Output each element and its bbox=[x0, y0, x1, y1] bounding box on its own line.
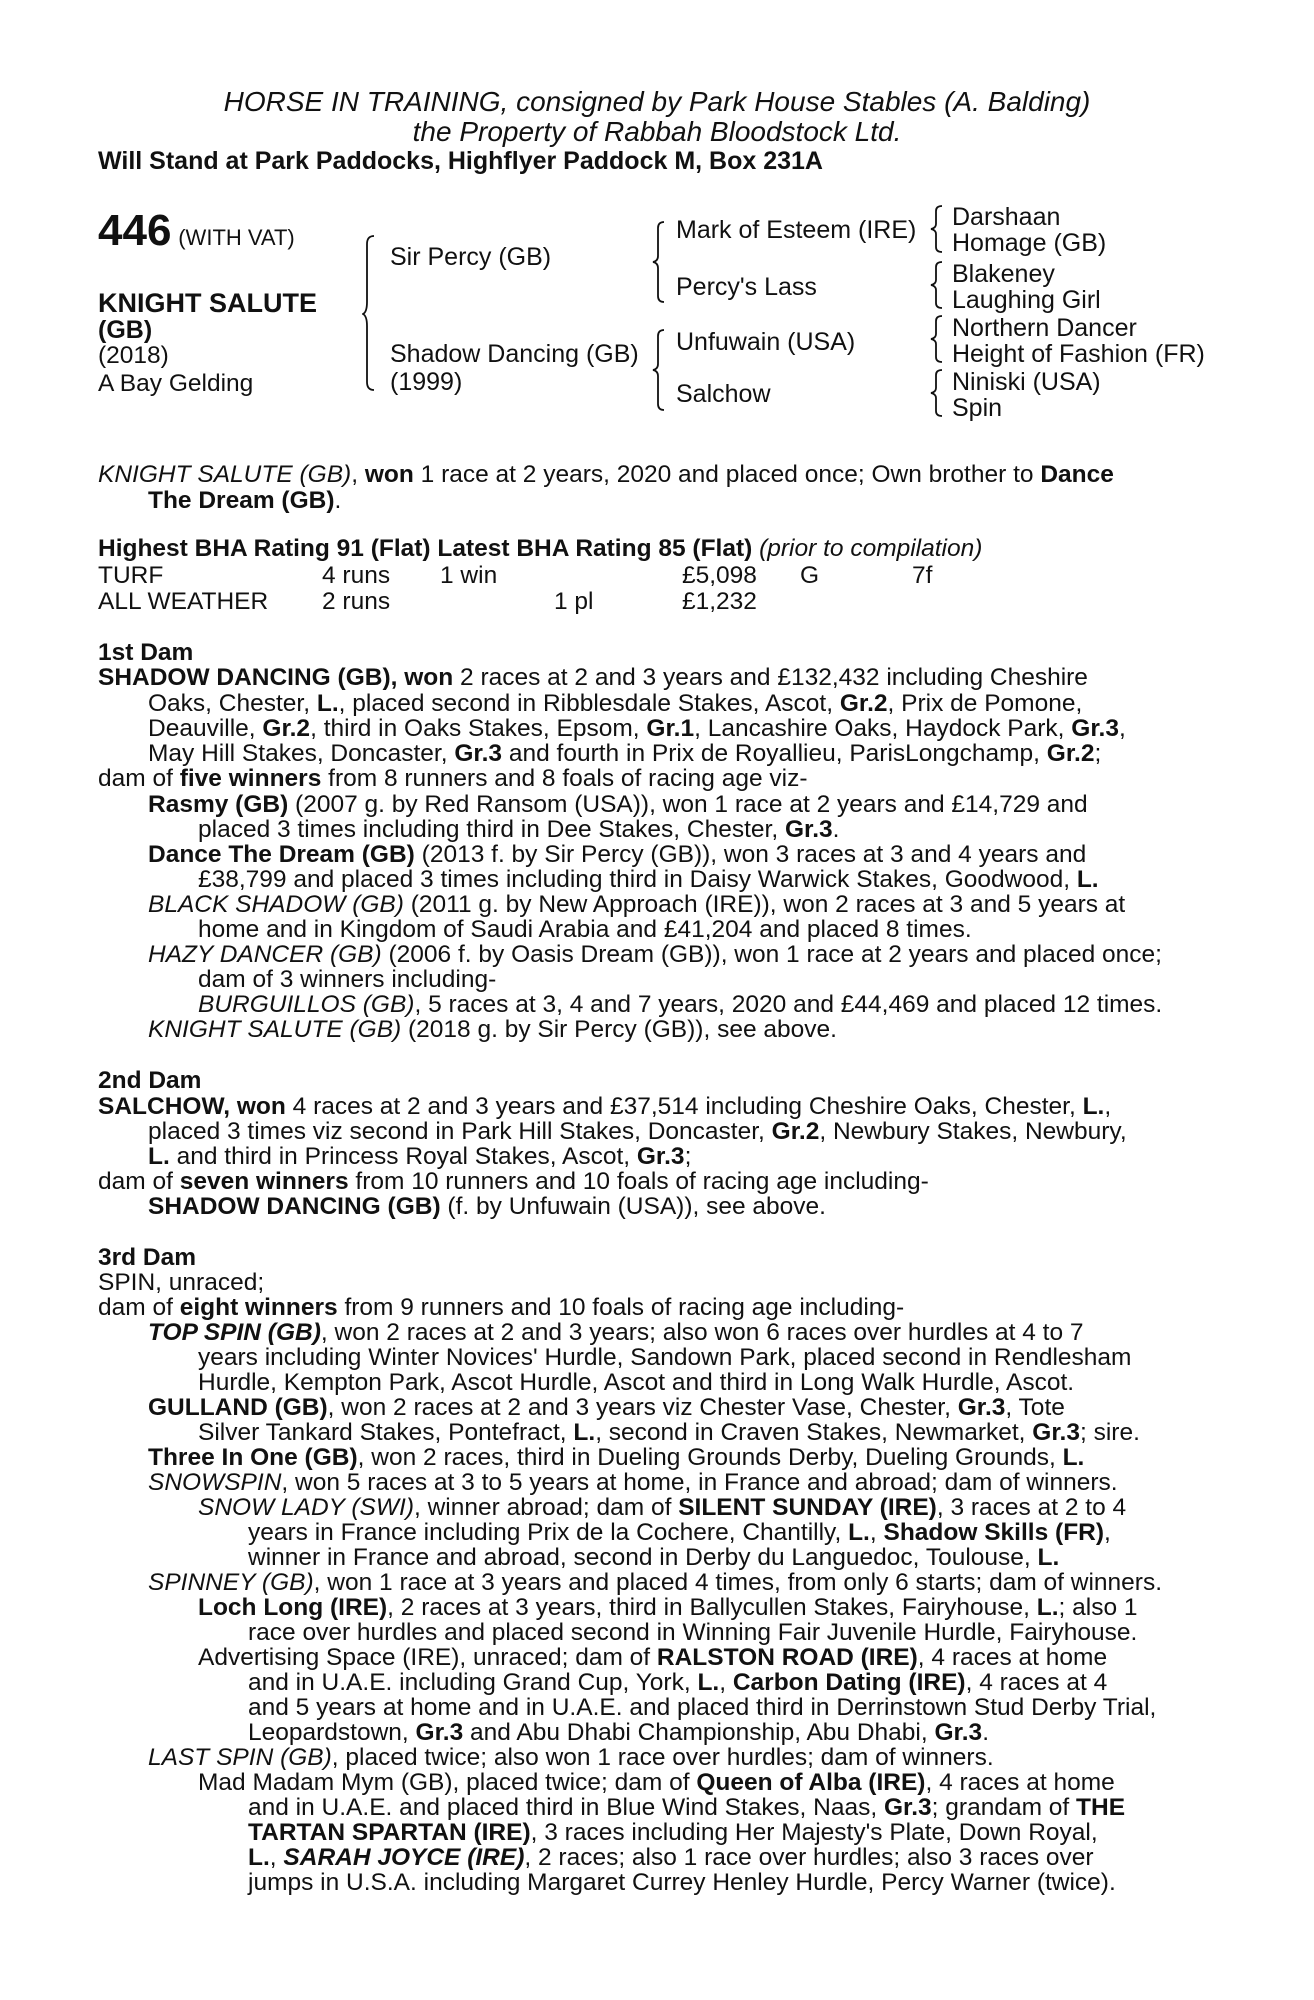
dam3-line: GULLAND (GB), won 2 races at 2 and 3 years viz Chester Vase, Chester, Gr.3, Tote bbox=[148, 1394, 1065, 1421]
pedigree-sds: Blakeney bbox=[952, 260, 1055, 288]
turf-runs: 4 runs bbox=[322, 562, 391, 589]
dam2-line: placed 3 times viz second in Park Hill Stakes, Doncaster, Gr.2, Newbury Stakes, Newbury, bbox=[148, 1118, 1127, 1145]
dam1-line: BLACK SHADOW (GB) (2011 g. by New Approach (IRE)), won 2 races at 3 and 5 years at bbox=[148, 891, 1126, 918]
horse-origin: (GB) bbox=[98, 316, 153, 344]
pedigree-ssd: Homage (GB) bbox=[952, 229, 1107, 257]
pedigree-dsd: Height of Fashion (FR) bbox=[952, 340, 1205, 368]
dam2-line: SHADOW DANCING (GB) (f. by Unfuwain (USA)), see above. bbox=[148, 1193, 826, 1220]
dam1-line: Deauville, Gr.2, third in Oaks Stakes, Epsom, Gr.1, Lancashire Oaks, Haydock Park, Gr.3, bbox=[148, 715, 1126, 742]
pedigree-sdd: Laughing Girl bbox=[952, 286, 1101, 314]
dam3-line: SPIN, unraced; bbox=[98, 1269, 265, 1296]
dam3-line: Mad Madam Mym (GB), placed twice; dam of Queen of Alba (IRE), 4 races at home bbox=[198, 1769, 1115, 1796]
pedigree-dam: Shadow Dancing (GB) bbox=[390, 340, 639, 368]
dam3-line: Loch Long (IRE), 2 races at 3 years, third in Ballycullen Stakes, Fairyhouse, L.; also 1 bbox=[198, 1594, 1138, 1621]
dam3-line: Silver Tankard Stakes, Pontefract, L., second in Craven Stakes, Newmarket, Gr.3; sire. bbox=[198, 1419, 1140, 1446]
pedigree-dss: Northern Dancer bbox=[952, 314, 1137, 342]
property-line: the Property of Rabbah Bloodstock Ltd. bbox=[412, 116, 902, 147]
pedigree-brace-sd bbox=[930, 260, 944, 310]
ratings-title: Highest BHA Rating 91 (Flat) Latest BHA Rating 85 (Flat) (prior to compilation) bbox=[98, 535, 983, 562]
dam3-line: Advertising Space (IRE), unraced; dam of RALSTON ROAD (IRE), 4 races at home bbox=[198, 1644, 1108, 1671]
dam3-line: TARTAN SPARTAN (IRE), 3 races including Her Majesty's Plate, Down Royal, bbox=[248, 1819, 1098, 1846]
dam2-line: dam of seven winners from 10 runners and 10 foals of racing age including- bbox=[98, 1168, 929, 1195]
vat-label: (WITH VAT) bbox=[178, 225, 295, 250]
dam1-line: dam of five winners from 8 runners and 8 foals of racing age viz- bbox=[98, 765, 808, 792]
pedigree-sire-sire: Mark of Esteem (IRE) bbox=[676, 216, 917, 244]
pedigree-brace-main bbox=[362, 234, 376, 392]
stabling-line: Will Stand at Park Paddocks, Highflyer Paddock M, Box 231A bbox=[98, 147, 823, 175]
turf-label: TURF bbox=[98, 562, 164, 589]
dam2-heading: 2nd Dam bbox=[98, 1067, 202, 1094]
pedigree-brace-dam bbox=[652, 328, 666, 412]
lot-number-block bbox=[98, 206, 295, 256]
aw-placed: 1 pl bbox=[554, 588, 594, 615]
dam3-line: years including Winter Novices' Hurdle, Sandown Park, placed second in Rendlesham bbox=[198, 1344, 1132, 1371]
dam3-line: SPINNEY (GB), won 1 race at 3 years and placed 4 times, from only 6 starts; dam of winners. bbox=[148, 1569, 1163, 1596]
turf-going: G bbox=[800, 562, 820, 589]
pedigree-sire-dam: Percy's Lass bbox=[676, 273, 817, 301]
dam3-line: L., SARAH JOYCE (IRE), 2 races; also 1 race over hurdles; also 3 races over bbox=[248, 1844, 1094, 1871]
pedigree-dam-year: (1999) bbox=[390, 368, 463, 396]
dam3-line: and in U.A.E. and placed third in Blue Wind Stakes, Naas, Gr.3; grandam of THE bbox=[248, 1794, 1126, 1821]
dam1-line: KNIGHT SALUTE (GB) (2018 g. by Sir Percy (GB)), see above. bbox=[148, 1016, 837, 1043]
dam3-line: race over hurdles and placed second in Winning Fair Juvenile Hurdle, Fairyhouse. bbox=[248, 1619, 1138, 1646]
pedigree-dam-dam: Salchow bbox=[676, 380, 771, 408]
pedigree-brace-ds bbox=[930, 314, 944, 364]
dam3-line: TOP SPIN (GB), won 2 races at 2 and 3 years; also won 6 races over hurdles at 4 to 7 bbox=[148, 1319, 1084, 1346]
pedigree-sss: Darshaan bbox=[952, 203, 1061, 231]
dam3-line: jumps in U.S.A. including Margaret Currey Henley Hurdle, Percy Warner (twice). bbox=[248, 1869, 1116, 1896]
pedigree-brace-ss bbox=[930, 204, 944, 254]
dam1-line: dam of 3 winners including- bbox=[198, 966, 497, 993]
dam3-line: and 5 years at home and in U.A.E. and placed third in Derrinstown Stud Derby Trial, bbox=[248, 1694, 1157, 1721]
summary-line-2: The Dream (GB). bbox=[148, 487, 342, 514]
pedigree-ddd: Spin bbox=[952, 394, 1003, 422]
dam3-line: SNOW LADY (SWI), winner abroad; dam of SILENT SUNDAY (IRE), 3 races at 2 to 4 bbox=[198, 1494, 1127, 1521]
aw-prize: £1,232 bbox=[682, 588, 757, 615]
horse-name: KNIGHT SALUTE bbox=[98, 288, 317, 318]
dam3-heading: 3rd Dam bbox=[98, 1244, 197, 1271]
dam1-line: Dance The Dream (GB) (2013 f. by Sir Percy (GB)), won 3 races at 3 and 4 years and bbox=[148, 841, 1087, 868]
dam1-heading: 1st Dam bbox=[98, 639, 194, 666]
dam3-line: winner in France and abroad, second in Derby du Languedoc, Toulouse, L. bbox=[248, 1544, 1060, 1571]
dam3-line: SNOWSPIN, won 5 races at 3 to 5 years at home, in France and abroad; dam of winners. bbox=[148, 1469, 1118, 1496]
pedigree-brace-sire bbox=[652, 220, 666, 304]
dam1-line: HAZY DANCER (GB) (2006 f. by Oasis Dream (GB)), won 1 race at 2 years and placed once; bbox=[148, 941, 1162, 968]
turf-prize: £5,098 bbox=[682, 562, 757, 589]
dam3-line: and in U.A.E. including Grand Cup, York, L., Carbon Dating (IRE), 4 races at 4 bbox=[248, 1669, 1108, 1696]
dam3-line: LAST SPIN (GB), placed twice; also won 1 race over hurdles; dam of winners. bbox=[148, 1744, 994, 1771]
dam3-line: years in France including Prix de la Cochere, Chantilly, L., Shadow Skills (FR), bbox=[248, 1519, 1111, 1546]
dam1-line: Rasmy (GB) (2007 g. by Red Ransom (USA)), won 1 race at 2 years and £14,729 and bbox=[148, 791, 1088, 818]
dam1-line: BURGUILLOS (GB), 5 races at 3, 4 and 7 years, 2020 and £44,469 and placed 12 times. bbox=[198, 991, 1163, 1018]
pedigree-dds: Niniski (USA) bbox=[952, 368, 1101, 396]
turf-distance: 7f bbox=[912, 562, 933, 589]
summary-line-1: KNIGHT SALUTE (GB), won 1 race at 2 years, 2020 and placed once; Own brother to Dance bbox=[98, 461, 1114, 488]
aw-label: ALL WEATHER bbox=[98, 588, 269, 615]
turf-wins: 1 win bbox=[440, 562, 498, 589]
aw-runs: 2 runs bbox=[322, 588, 391, 615]
dam1-line: SHADOW DANCING (GB), won 2 races at 2 and 3 years and £132,432 including Cheshire bbox=[98, 664, 1088, 691]
lot-number: 446 bbox=[98, 206, 172, 255]
dam1-line: placed 3 times including third in Dee Stakes, Chester, Gr.3. bbox=[198, 816, 840, 843]
pedigree-sire: Sir Percy (GB) bbox=[390, 243, 552, 271]
dam1-line: Oaks, Chester, L., placed second in Ribblesdale Stakes, Ascot, Gr.2, Prix de Pomone, bbox=[148, 690, 1083, 717]
dam3-line: dam of eight winners from 9 runners and 10 foals of racing age including- bbox=[98, 1294, 905, 1321]
pedigree-brace-dd bbox=[930, 368, 944, 418]
dam3-line: Leopardstown, Gr.3 and Abu Dhabi Championship, Abu Dhabi, Gr.3. bbox=[248, 1719, 989, 1746]
horse-year: (2018) bbox=[98, 342, 169, 369]
dam2-line: L. and third in Princess Royal Stakes, Ascot, Gr.3; bbox=[148, 1143, 692, 1170]
horse-description: A Bay Gelding bbox=[98, 370, 254, 397]
dam2-line: SALCHOW, won 4 races at 2 and 3 years and £37,514 including Cheshire Oaks, Chester, L., bbox=[98, 1093, 1112, 1120]
dam1-line: home and in Kingdom of Saudi Arabia and £41,204 and placed 8 times. bbox=[198, 916, 972, 943]
dam1-line: May Hill Stakes, Doncaster, Gr.3 and fourth in Prix de Royallieu, ParisLongchamp, Gr.2; bbox=[148, 740, 1102, 767]
dam3-line: Three In One (GB), won 2 races, third in Dueling Grounds Derby, Dueling Grounds, L. bbox=[148, 1444, 1085, 1471]
dam3-line: Hurdle, Kempton Park, Ascot Hurdle, Ascot and third in Long Walk Hurdle, Ascot. bbox=[198, 1369, 1075, 1396]
consignor-line: HORSE IN TRAINING, consigned by Park House Stables (A. Balding) bbox=[223, 86, 1091, 117]
dam1-line: £38,799 and placed 3 times including third in Daisy Warwick Stakes, Goodwood, L. bbox=[198, 866, 1099, 893]
pedigree-dam-sire: Unfuwain (USA) bbox=[676, 328, 856, 356]
